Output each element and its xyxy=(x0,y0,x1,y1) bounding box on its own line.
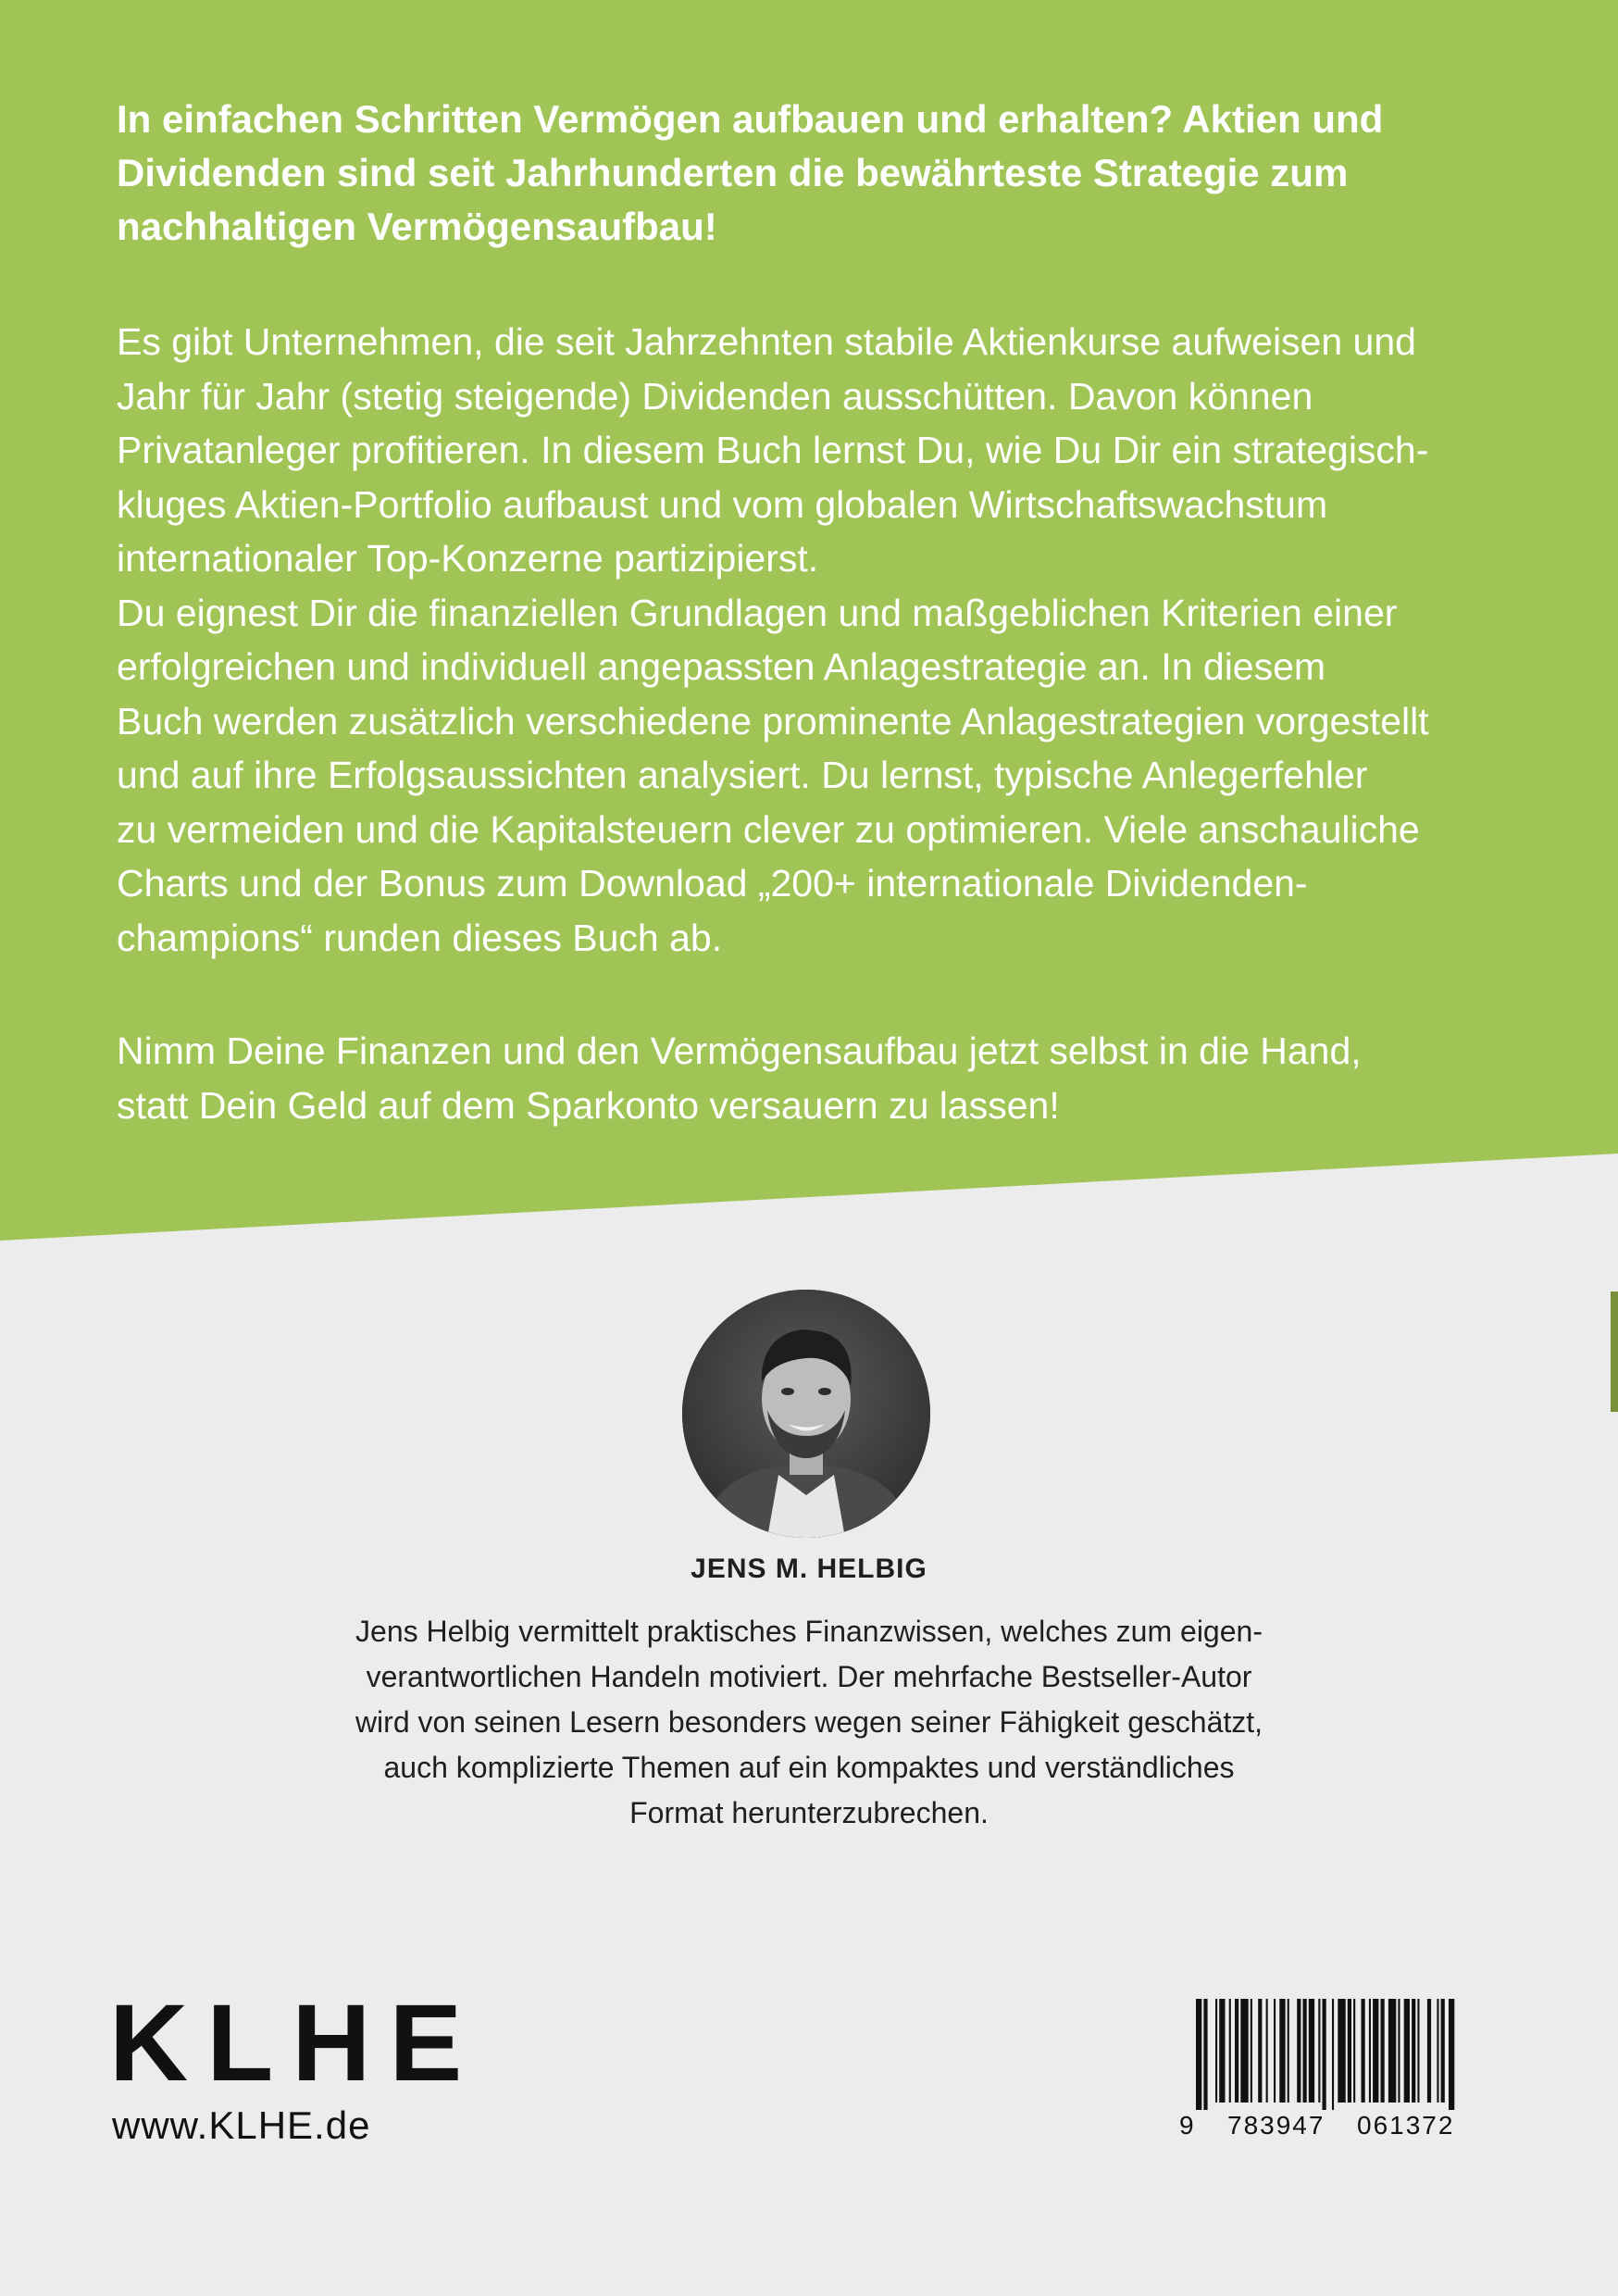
barcode-bar xyxy=(1404,1999,1410,2103)
barcode-bar xyxy=(1449,1999,1454,2110)
barcode-bar xyxy=(1258,1999,1262,2103)
description-line: erfolgreichen und individuell angepassten Anlagestrategie an. In diesem xyxy=(117,645,1326,688)
description-line: und auf ihre Erfolgsaussichten analysiert. Du lernst, typische Anlegerfehler xyxy=(117,754,1368,796)
barcode-bar xyxy=(1348,1999,1351,2103)
barcode-left-group: 783947 xyxy=(1227,2111,1326,2140)
barcode-bar xyxy=(1251,1999,1252,2103)
barcode-graphic xyxy=(1164,1995,1509,2145)
author-portrait-illustration xyxy=(682,1290,930,1538)
intro-text xyxy=(117,93,1487,254)
barcode-bar xyxy=(1266,1999,1268,2103)
barcode-bar xyxy=(1297,1999,1301,2103)
barcode-bar xyxy=(1388,1999,1396,2103)
barcode-right-group: 061372 xyxy=(1357,2111,1455,2140)
barcode-bar xyxy=(1369,1999,1371,2103)
description-line: Du eignest Dir die finanziellen Grundlagen und maßgeblichen Kriterien einer xyxy=(117,591,1398,634)
bio-line: wird von seinen Lesern besonders wegen seiner Fähigkeit geschätzt, xyxy=(355,1705,1263,1739)
description-line: Es gibt Unternehmen, die seit Jahrzehnten stabile Aktienkurse aufweisen und xyxy=(117,320,1416,363)
author-name: JENS M. HELBIG xyxy=(691,1554,927,1584)
barcode-bar xyxy=(1437,1999,1438,2103)
barcode-bar xyxy=(1215,1999,1217,2103)
barcode-bar xyxy=(1398,1999,1400,2103)
barcode-bar xyxy=(1353,1999,1355,2103)
edge-marker xyxy=(1611,1292,1618,1412)
description-line: zu vermeiden und die Kapitalsteuern clever zu optimieren. Viele anschauliche xyxy=(117,807,1420,851)
barcode-bar xyxy=(1274,1999,1276,2103)
author-photo xyxy=(682,1290,930,1538)
barcode-bar xyxy=(1219,1999,1225,2103)
description-line: champions“ runden dieses Buch ab. xyxy=(117,916,723,959)
bio-line: verantwortlichen Handeln motiviert. Der mehrfache Bestseller-Autor xyxy=(366,1660,1252,1693)
barcode-bar xyxy=(1235,1999,1238,2103)
publisher-website: www.KLHE.de xyxy=(112,2103,371,2147)
barcode-bar xyxy=(1229,1999,1231,2103)
description-line: Buch werden zusätzlich verschiedene prominente Anlagestrategien vorgestellt xyxy=(117,699,1429,742)
barcode-bar xyxy=(1427,1999,1431,2103)
closing-line: statt Dein Geld auf dem Sparkonto versauern zu lassen! xyxy=(117,1083,1060,1127)
author-bio xyxy=(254,1609,1364,1836)
closing-line: Nimm Deine Finanzen und den Vermögensaufbau jetzt selbst in die Hand, xyxy=(117,1029,1362,1072)
description-line: Privatanleger profitieren. In diesem Buch lernst Du, wie Du Dir ein strategisch- xyxy=(117,429,1429,471)
isbn-barcode xyxy=(1164,1995,1509,2145)
barcode-bar xyxy=(1412,1999,1415,2103)
barcode-bar xyxy=(1309,1999,1314,2103)
barcode-bar xyxy=(1318,1999,1320,2103)
intro-line: In einfachen Schritten Vermögen aufbauen und erhalten? Aktien und xyxy=(117,97,1384,141)
barcode-bar xyxy=(1417,1999,1419,2103)
barcode-bar xyxy=(1441,1999,1445,2103)
description-line: Jahr für Jahr (stetig steigende) Dividenden ausschütten. Davon können xyxy=(117,374,1313,418)
barcode-bar xyxy=(1381,1999,1385,2103)
barcode-bar xyxy=(1373,1999,1378,2103)
barcode-bar xyxy=(1196,1999,1201,2110)
publisher-logo: KLHE xyxy=(109,1982,481,2104)
barcode-bar xyxy=(1240,1999,1248,2103)
description-line: internationaler Top-Konzerne partizipierst. xyxy=(117,537,819,580)
barcode-bar xyxy=(1323,1999,1326,2110)
barcode-bar xyxy=(1288,1999,1289,2103)
intro-line: Dividenden sind seit Jahrhunderten die bewährteste Strategie zum xyxy=(117,151,1349,194)
barcode-first-digit: 9 xyxy=(1179,2111,1194,2140)
description-line: Charts und der Bonus zum Download „200+ internationale Dividenden- xyxy=(117,862,1308,905)
barcode-bar xyxy=(1203,1999,1207,2110)
bio-line: auch komplizierte Themen auf ein kompaktes und verständliches xyxy=(383,1751,1235,1784)
description-line: kluges Aktien-Portfolio aufbaust und vom globalen Wirtschaftswachstum xyxy=(117,482,1328,526)
barcode-bar xyxy=(1338,1999,1345,2103)
bio-line: Jens Helbig vermittelt praktisches Finanzwissen, welches zum eigen- xyxy=(355,1615,1263,1648)
barcode-bar xyxy=(1332,1999,1334,2110)
barcode-bar xyxy=(1279,1999,1285,2103)
bio-line: Format herunterzubrechen. xyxy=(629,1796,989,1829)
barcode-bar xyxy=(1303,1999,1307,2103)
closing-paragraph xyxy=(117,1024,1505,1132)
description-paragraph xyxy=(117,315,1505,965)
intro-line: nachhaltigen Vermögensaufbau! xyxy=(117,205,717,248)
barcode-bar xyxy=(1362,1999,1365,2103)
